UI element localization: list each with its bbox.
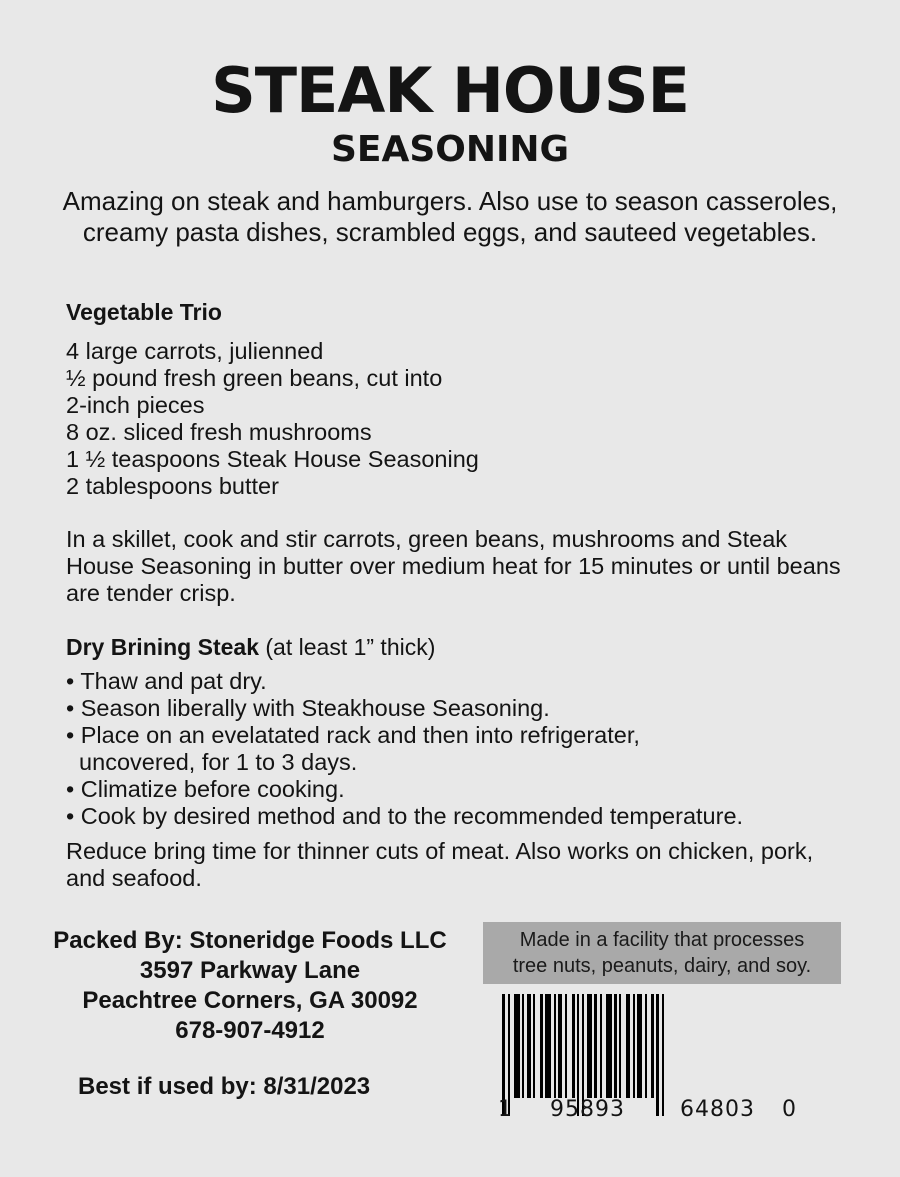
packer-street: 3597 Parkway Lane [139,957,361,984]
barcode-bar [656,994,659,1116]
barcode-bar [540,994,543,1098]
barcode-bar [522,994,524,1098]
step-item: • Place on an evelatated rack and then into refrigerater, [66,722,640,748]
barcode-lead-digit: 1 [498,1097,513,1122]
ingredient-item: 4 large carrots, julienned [66,338,324,364]
product-subtitle: SEASONING [330,129,570,170]
allergen-notice: Made in a facility that processes tree nuts, peanuts, dairy, and soy. [483,922,841,984]
barcode-bar [594,994,597,1098]
ingredient-item: 1 ½ teaspoons Steak House Seasoning [66,446,479,472]
barcode-bar [619,994,621,1098]
step-item: • Climatize before cooking. [66,776,345,802]
barcode-bar [637,994,642,1098]
ingredient-item: ½ pound fresh green beans, cut into [66,365,443,391]
barcode-bar [662,994,664,1116]
brining-note: Reduce bring time for thinner cuts of meat. Also works on chicken, pork, and seafood. [66,838,814,891]
barcode-bar [514,994,520,1098]
barcode-bar [614,994,617,1098]
barcode-right-digits: 64803 [680,1097,755,1122]
brining-steps [66,668,743,830]
ingredient-item: 8 oz. sliced fresh mushrooms [66,419,372,445]
recipe-title-note: (at least 1” thick) [265,634,436,660]
barcode-bar [626,994,630,1098]
barcode-bar [645,994,647,1098]
barcode-bar [587,994,592,1098]
best-by-date: Best if used by: 8/31/2023 [78,1073,371,1100]
barcode-bar [606,994,612,1098]
barcode-bar [527,994,531,1098]
packer-phone: 678-907-4912 [175,1017,325,1044]
packer-city: Peachtree Corners, GA 30092 [82,987,418,1014]
step-item: uncovered, for 1 to 3 days. [66,749,358,775]
barcode-bar [572,994,575,1098]
ingredient-item: 2 tablespoons butter [66,473,279,499]
recipe-directions: In a skillet, cook and stir carrots, green beans, mushrooms and Steak House Seasoning in butter over medium heat for 15 minutes or until beans are tender crisp. [66,526,841,606]
barcode-bar [633,994,635,1098]
ingredient-item: 2-inch pieces [66,392,205,418]
ingredient-list [66,338,479,500]
barcode-check-digit: 0 [782,1097,797,1122]
recipe-title-dry-brining: Dry Brining Steak (at least 1” thick) [66,634,436,660]
barcode-bar [545,994,551,1098]
barcode-bar [651,994,654,1098]
packer-info [30,926,470,1046]
packer-name: Packed By: Stoneridge Foods LLC [53,927,447,954]
barcode-bar [554,994,556,1098]
barcode-bar [565,994,567,1098]
barcode-bar [533,994,535,1098]
barcode-left-digits: 95893 [550,1097,625,1122]
step-item: • Thaw and pat dry. [66,668,267,694]
barcode-bar [600,994,602,1098]
recipe-title-vegetable-trio: Vegetable Trio [66,299,222,325]
product-description: Amazing on steak and hamburgers. Also use to season casseroles, creamy pasta dishes, scrambled eggs, and sauteed vegetables. [62,186,838,247]
step-item: • Cook by desired method and to the recommended temperature. [66,803,744,829]
product-title: STEAK HOUSE [211,54,689,127]
step-item: • Season liberally with Steakhouse Seasoning. [66,695,550,721]
barcode-bar [558,994,562,1098]
